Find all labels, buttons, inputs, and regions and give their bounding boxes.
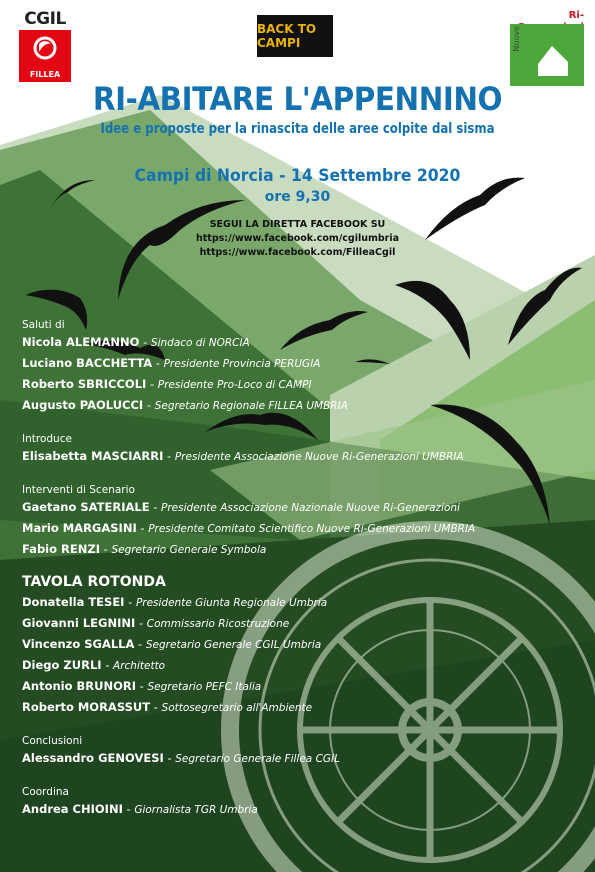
- speaker-role: Segretario Generale Fillea CGIL: [175, 753, 340, 765]
- speaker-row: Mario MARGASINI - Presidente Comitato Scientifico Nuove Ri-Generazioni UMBRIA: [22, 521, 476, 535]
- speaker-name: Fabio RENZI: [22, 542, 100, 556]
- speaker-role: Segretario Generale CGIL Umbria: [145, 639, 322, 651]
- speaker-role: Presidente Pro-Loco di CAMPI: [157, 379, 312, 391]
- speaker-name: Alessandro GENOVESI: [22, 751, 164, 765]
- section-label: Introduce: [22, 433, 72, 445]
- speaker-role: Presidente Comitato Scientifico Nuove Ri-Generazioni UMBRIA: [148, 523, 476, 535]
- speaker-name: Gaetano SATERIALE: [22, 500, 150, 514]
- facebook-live-block: [0, 218, 595, 260]
- speaker-row: Antonio BRUNORI - Segretario PEFC Italia: [22, 679, 262, 693]
- event-time: ore 9,30: [264, 189, 331, 205]
- speaker-row: Diego ZURLI - Architetto: [22, 658, 166, 672]
- speaker-role: Commissario Ricostruzione: [146, 618, 290, 630]
- speaker-name: Roberto SBRICCOLI: [22, 377, 147, 391]
- speaker-row: Donatella TESEI - Presidente Giunta Regionale Umbria: [22, 595, 328, 609]
- speaker-role: Segretario Regionale FILLEA UMBRIA: [154, 400, 348, 412]
- house-icon: [510, 24, 584, 86]
- speaker-row: Gaetano SATERIALE - Presidente Associazione Nazionale Nuove Ri-Generazioni: [22, 500, 460, 514]
- section-coordina: [22, 785, 542, 820]
- speaker-role: Presidente Associazione Nazionale Nuove Ri-Generazioni: [161, 502, 460, 514]
- speaker-row: Roberto MORASSUT - Sottosegretario all'Ambiente: [22, 700, 313, 714]
- event-date-place: Campi di Norcia - 14 Settembre 2020: [134, 166, 461, 186]
- speaker-name: Antonio BRUNORI: [22, 679, 137, 693]
- speaker-name: Mario MARGASINI: [22, 521, 137, 535]
- page-title: RI-ABITARE L'APPENNINO: [92, 80, 503, 118]
- speaker-name: Vincenzo SGALLA: [22, 637, 135, 651]
- cgil-logo-text: CGIL: [24, 9, 66, 29]
- speaker-name: Diego ZURLI: [22, 658, 102, 672]
- program: [22, 318, 542, 820]
- page-subtitle: Idee e proposte per la rinascita delle aree colpite dal sisma: [100, 121, 495, 137]
- speaker-role: Presidente Provincia PERUGIA: [163, 358, 321, 370]
- section-conclusioni: [22, 734, 542, 769]
- speaker-name: Elisabetta MASCIARRI: [22, 449, 164, 463]
- ri-generazioni-side-text: Nuove: [512, 26, 521, 52]
- section-label: Conclusioni: [22, 735, 83, 747]
- speaker-name: Andrea CHIOINI: [22, 802, 123, 816]
- speaker-role: Sottosegretario all'Ambiente: [161, 702, 313, 714]
- speaker-role: Presidente Associazione Nuove Ri-Generazioni UMBRIA: [174, 451, 464, 463]
- ri-generazioni-logo-box: [510, 24, 584, 86]
- speaker-role: Presidente Giunta Regionale Umbria: [135, 597, 328, 609]
- speaker-name: Nicola ALEMANNO: [22, 335, 140, 349]
- speaker-row: Nicola ALEMANNO - Sindaco di NORCIA: [22, 335, 250, 349]
- section-label: Coordina: [22, 786, 69, 798]
- fillea-logo-box: [19, 30, 71, 82]
- section-introduce: [22, 432, 542, 467]
- speaker-role: Segretario Generale Symbola: [111, 544, 267, 556]
- speaker-row: Giovanni LEGNINI - Commissario Ricostruzione: [22, 616, 290, 630]
- speaker-role: Segretario PEFC Italia: [147, 681, 262, 693]
- speaker-name: Donatella TESEI: [22, 595, 125, 609]
- facebook-live-label: SEGUI LA DIRETTA FACEBOOK SU: [209, 219, 386, 230]
- facebook-link-filleacgil[interactable]: https://www.facebook.com/FilleaCgil: [199, 247, 396, 258]
- facebook-link-cgilumbria[interactable]: https://www.facebook.com/cgilumbria: [195, 233, 400, 244]
- speaker-name: Giovanni LEGNINI: [22, 616, 136, 630]
- ri-generazioni-logo: [510, 10, 584, 76]
- fillea-emblem-icon: [19, 30, 71, 66]
- speaker-row: Elisabetta MASCIARRI - Presidente Associazione Nuove Ri-Generazioni UMBRIA: [22, 449, 464, 463]
- speaker-role: Sindaco di NORCIA: [150, 337, 250, 349]
- speaker-row: Vincenzo SGALLA - Segretario Generale CGIL Umbria: [22, 637, 322, 651]
- ri-generazioni-logo-text: Ri-: [568, 10, 584, 21]
- speaker-role: Architetto: [113, 660, 166, 672]
- speaker-row: Roberto SBRICCOLI - Presidente Pro-Loco di CAMPI: [22, 377, 312, 391]
- section-label: Interventi di Scenario: [22, 484, 135, 496]
- speaker-row: Fabio RENZI - Segretario Generale Symbola: [22, 542, 267, 556]
- speaker-row: Augusto PAOLUCCI - Segretario Regionale FILLEA UMBRIA: [22, 398, 348, 412]
- speaker-name: Augusto PAOLUCCI: [22, 398, 144, 412]
- section-saluti: [22, 318, 542, 416]
- cgil-logo: [18, 10, 72, 80]
- section-interventi: [22, 483, 542, 560]
- speaker-row: Luciano BACCHETTA - Presidente Provincia PERUGIA: [22, 356, 321, 370]
- fillea-logo-text: FILLEA: [29, 70, 61, 79]
- back-to-campi-logo: BACK TO CAMPI: [257, 15, 333, 57]
- section-tavola-rotonda: [22, 572, 542, 718]
- speaker-role: Giornalista TGR Umbria: [134, 804, 258, 816]
- speaker-name: Roberto MORASSUT: [22, 700, 151, 714]
- speaker-name: Luciano BACCHETTA: [22, 356, 153, 370]
- speaker-row: Andrea CHIOINI - Giornalista TGR Umbria: [22, 802, 258, 816]
- section-label: Saluti di: [22, 319, 65, 331]
- section-label: TAVOLA ROTONDA: [22, 574, 166, 590]
- speaker-row: Alessandro GENOVESI - Segretario Generale Fillea CGIL: [22, 751, 340, 765]
